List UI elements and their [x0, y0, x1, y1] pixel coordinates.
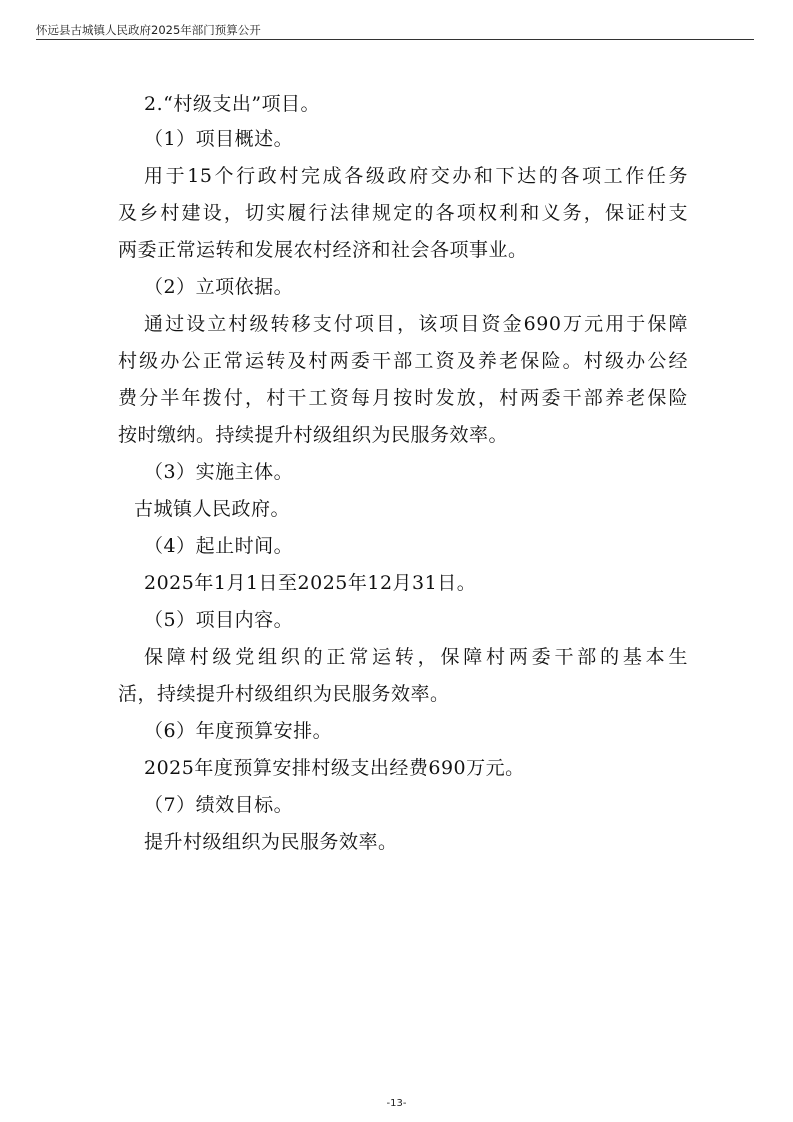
- heading-subject: （3）实施主体。: [144, 461, 294, 483]
- content-line-1: 保障村级党组织的正常运转，保障村两委干部的基本生: [144, 646, 688, 668]
- basis-line-1: 通过设立村级转移支付项目，该项目资金690万元用于保障: [144, 313, 688, 335]
- goal-text: 提升村级组织为民服务效率。: [144, 831, 398, 853]
- section-title: 2.“村级支出”项目。: [144, 93, 321, 115]
- heading-content: （5）项目内容。: [144, 609, 294, 631]
- budget-text: 2025年度预算安排村级支出经费690万元。: [144, 757, 525, 779]
- basis-line-4: 按时缴纳。持续提升村级组织为民服务效率。: [118, 424, 509, 446]
- heading-period: （4）起止时间。: [144, 535, 294, 557]
- basis-line-3: 费分半年拨付，村干工资每月按时发放，村两委干部养老保险: [118, 387, 688, 409]
- header-divider: [36, 39, 754, 40]
- overview-line-3: 两委正常运转和发展农村经济和社会各项事业。: [118, 239, 528, 261]
- heading-basis: （2）立项依据。: [144, 276, 294, 298]
- period-text: 2025年1月1日至2025年12月31日。: [144, 572, 477, 594]
- document-header: 怀远县古城镇人民政府2025年部门预算公开: [36, 23, 261, 37]
- subject-text: 古城镇人民政府。: [134, 498, 291, 520]
- heading-goal: （7）绩效目标。: [144, 794, 294, 816]
- content-line-2: 活，持续提升村级组织为民服务效率。: [118, 683, 450, 705]
- overview-line-2: 及乡村建设，切实履行法律规定的各项权利和义务，保证村支: [118, 202, 688, 224]
- basis-line-2: 村级办公正常运转及村两委干部工资及养老保险。村级办公经: [118, 350, 688, 372]
- page-number: -13-: [386, 1098, 407, 1109]
- heading-overview: （1）项目概述。: [144, 128, 294, 150]
- overview-line-1: 用于15个行政村完成各级政府交办和下达的各项工作任务: [144, 165, 688, 187]
- heading-budget: （6）年度预算安排。: [144, 720, 333, 742]
